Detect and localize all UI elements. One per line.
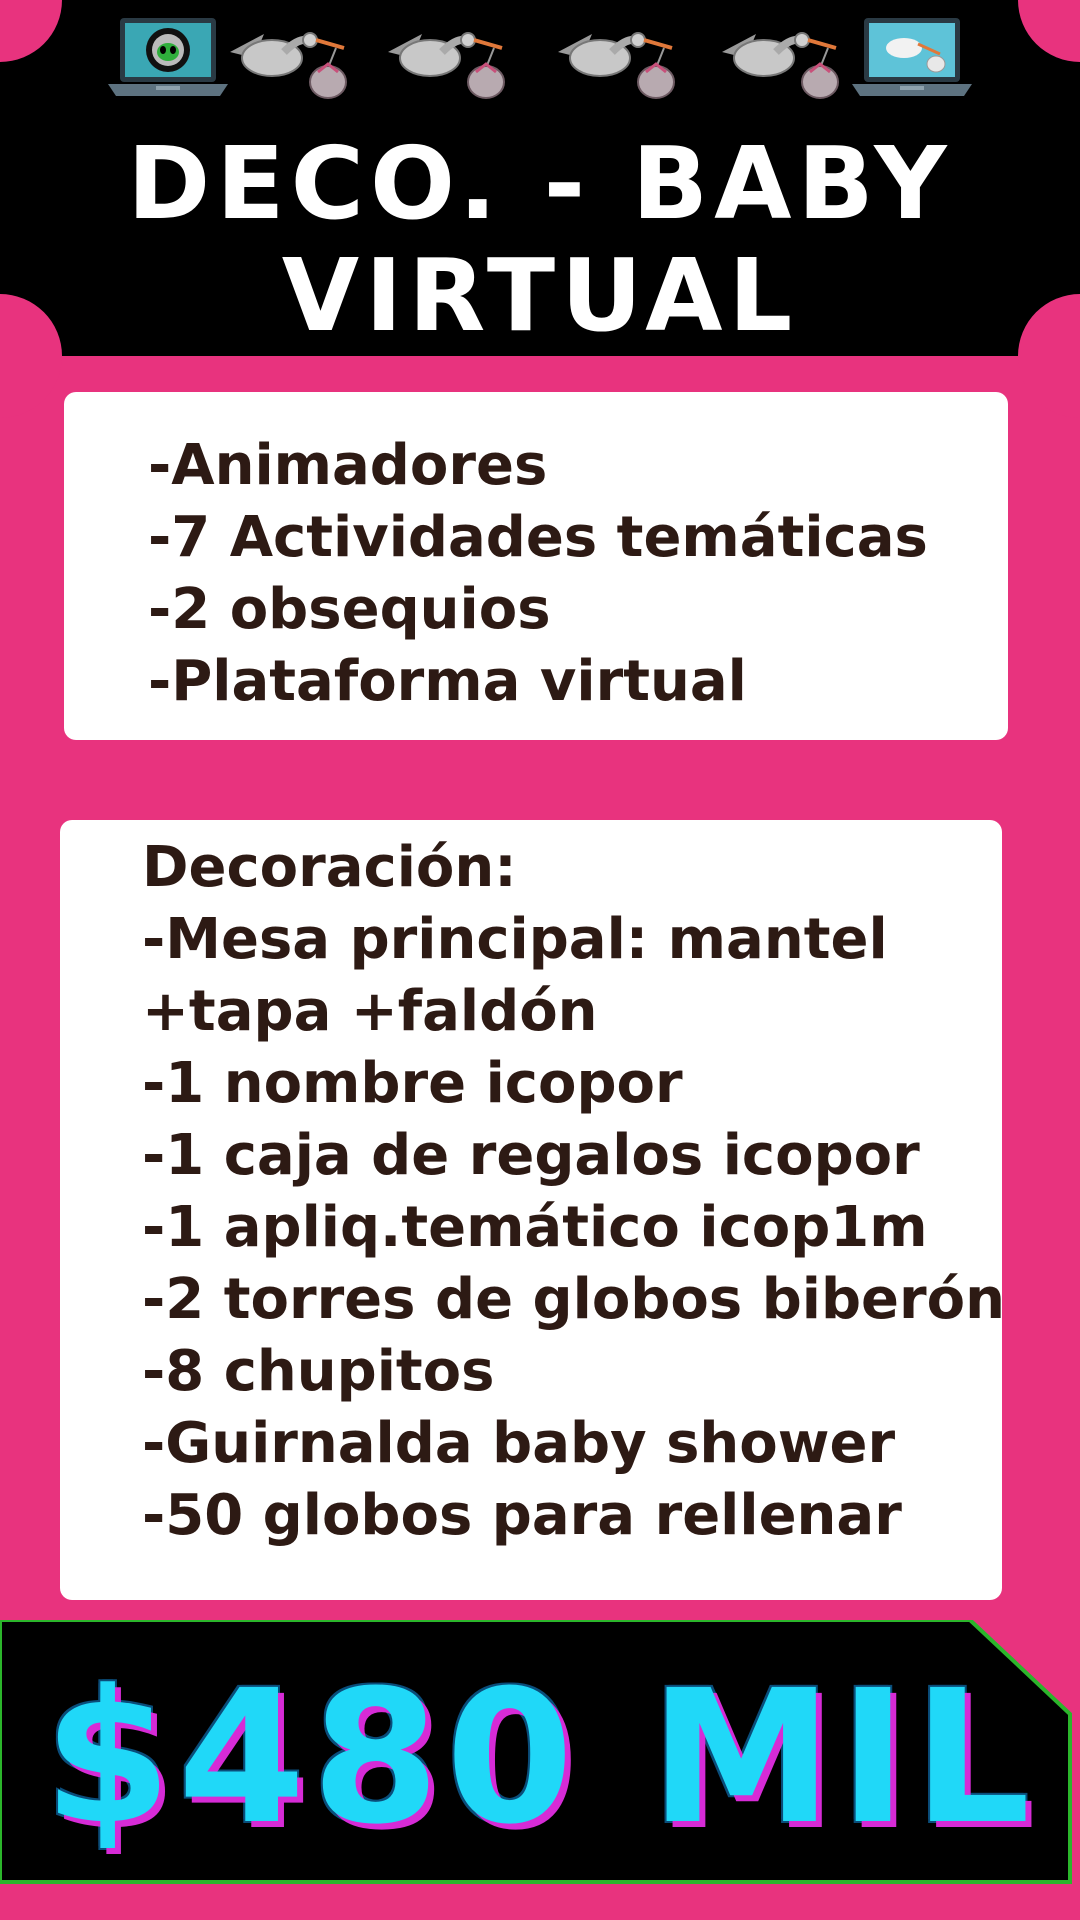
stork-baby-icon — [224, 12, 354, 104]
list-item: -Animadores — [148, 433, 548, 498]
laptop-alien-icon — [108, 14, 228, 102]
title-line: VIRTUAL — [281, 237, 799, 354]
list-item: -Guirnalda baby shower — [142, 1411, 896, 1476]
price-label: $480 MIL — [43, 1651, 1037, 1865]
decoration-card — [60, 820, 1005, 1600]
services-list — [148, 430, 928, 718]
list-item: -8 chupitos — [142, 1339, 495, 1404]
decoration-list — [142, 832, 1005, 1552]
list-item: -2 obsequios — [148, 577, 551, 642]
laptop-stork-icon — [852, 14, 972, 102]
list-item: -1 nombre icopor — [142, 1051, 683, 1116]
list-item: -Plataforma virtual — [148, 649, 747, 714]
list-item: -2 torres de globos biberón — [142, 1267, 1005, 1332]
icon-row — [100, 12, 980, 104]
header-band — [0, 0, 1080, 356]
page-title — [0, 125, 1080, 354]
list-item: Decoración: — [142, 835, 517, 900]
title-line: DECO. - BABY — [127, 125, 953, 242]
list-item: -1 apliq.temático icop1m — [142, 1195, 928, 1260]
corner-notch — [1018, 0, 1080, 62]
stork-baby-icon — [382, 12, 512, 104]
list-item: +tapa +faldón — [142, 979, 598, 1044]
stork-baby-icon — [716, 12, 846, 104]
list-item: -7 Actividades temáticas — [148, 505, 928, 570]
services-card — [64, 392, 1008, 740]
list-item: -Mesa principal: mantel — [142, 907, 888, 972]
corner-notch — [0, 0, 62, 62]
list-item: -1 caja de regalos icopor — [142, 1123, 920, 1188]
list-item: -50 globos para rellenar — [142, 1483, 902, 1548]
stork-baby-icon — [552, 12, 682, 104]
